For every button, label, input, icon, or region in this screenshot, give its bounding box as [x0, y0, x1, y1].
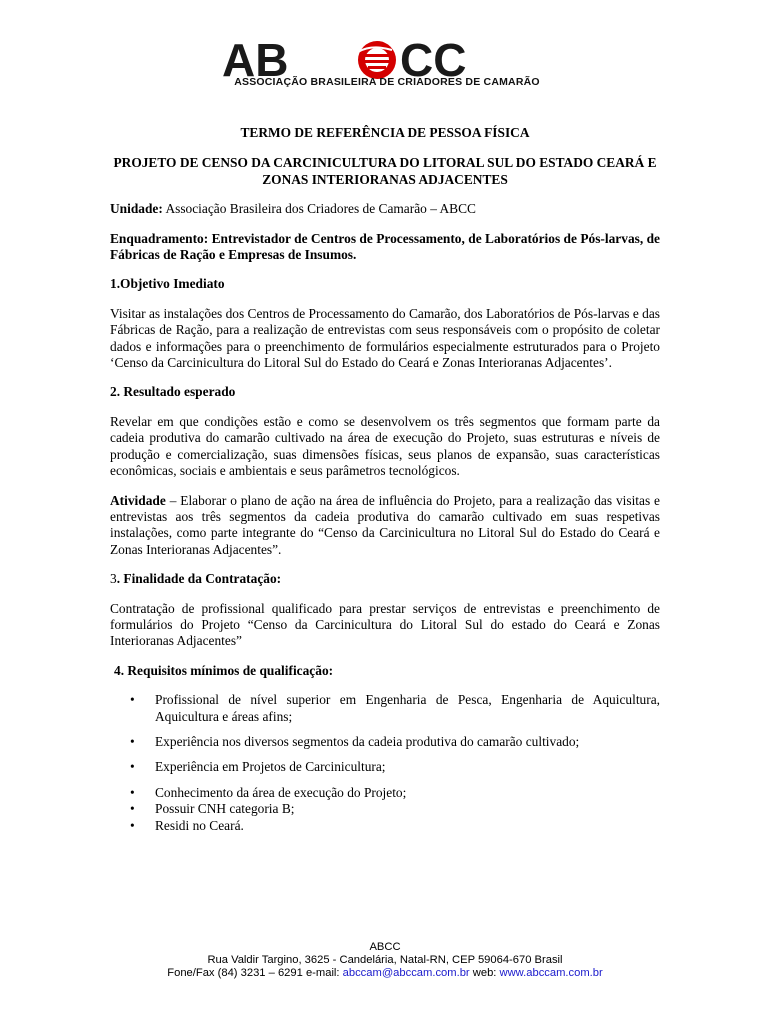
- footer-contact: [0, 967, 770, 980]
- atividade-paragraph: [110, 493, 660, 559]
- section-3-title: [110, 571, 660, 587]
- list-item: • Possuir CNH categoria B;: [110, 801, 660, 817]
- document-body: [110, 125, 660, 834]
- section-2-title: 2. Resultado esperado: [110, 384, 236, 400]
- footer-org: ABCC: [369, 941, 401, 953]
- atividade-label: Atividade: [110, 492, 166, 508]
- list-item: • Profissional de nível superior em Engenharia de Pesca, Engenharia de Aquicultura, Aquicultura e áreas afins;: [110, 692, 660, 725]
- section-4-title: 4. Requisitos mínimos de qualificação:: [114, 662, 334, 678]
- section-3-title-text: . Finalidade da Contratação:: [116, 571, 282, 587]
- abcc-logo: [222, 40, 552, 112]
- footer-address: Rua Valdir Targino, 3625 - Candelária, Natal-RN, CEP 59064-670 Brasil: [207, 954, 563, 966]
- list-item: • Residi no Ceará.: [110, 818, 660, 834]
- requisitos-list: [110, 692, 660, 834]
- abcc-logo-mark: [222, 40, 552, 80]
- atividade-text: – Elaborar o plano de ação na área de influência do Projeto, para a realização das visitas e entrevistas aos três segmentos da cadeia produtiva do camarão cultivado em suas respetivas instalações, como parte integrante do “Censo da Carcinicultura no Litoral Sul do Estado do Ceará e Zonas Interioranas Adjacentes”.: [110, 492, 660, 557]
- footer-phone: Fone/Fax (84) 3231 – 6291 e-mail:: [167, 967, 343, 979]
- unidade-label: Unidade:: [110, 201, 163, 217]
- section-3-number: 3: [110, 571, 117, 587]
- section-3-text: Contratação de profissional qualificado para prestar serviços de entrevistas e preenchimento de formulários do Projeto “Censo da Carcinicultura do Litoral Sul do estado do Ceará e Zonas Interioranas Adjacentes”: [110, 600, 660, 649]
- document-title: TERMO DE REFERÊNCIA DE PESSOA FÍSICA: [240, 125, 530, 140]
- logo-subtitle: ASSOCIAÇÃO BRASILEIRA DE CRIADORES DE CAMARÃO: [234, 76, 540, 88]
- unidade-paragraph: [110, 201, 660, 217]
- logo-letters-cc: CC: [400, 40, 467, 80]
- footer-web-link[interactable]: www.abccam.com.br: [499, 967, 603, 979]
- unidade-text: Associação Brasileira dos Criadores de Camarão – ABCC: [162, 201, 476, 217]
- shrimp-emblem-icon: [358, 41, 396, 79]
- section-1-text: Visitar as instalações dos Centros de Processamento do Camarão, dos Laboratórios de Pós-larvas e das Fábricas de Ração, para a realização de entrevistas com seus responsáveis com o propósito de coletar dados e informações para o preenchimento de formulários especialmente estruturados para o Projeto ‘Censo da Carcinicultura do Litoral Sul do Estado do Ceará e Zonas Interioranas Adjacentes’.: [110, 305, 660, 371]
- list-item: • Experiência nos diversos segmentos da cadeia produtiva do camarão cultivado;: [110, 734, 660, 750]
- enquadramento-paragraph: Enquadramento: Entrevistador de Centros de Processamento, de Laboratórios de Pós-larvas, de Fábricas de Ração e Empresas de Insumos.: [110, 230, 660, 263]
- list-item: • Conhecimento da área de execução do Projeto;: [110, 785, 660, 801]
- logo-letters-ab: AB: [222, 40, 289, 80]
- page-footer: [0, 941, 770, 980]
- section-2-text: Revelar em que condições estão e como se desenvolvem os três segmentos que formam parte da cadeia produtiva do camarão cultivado na área de execução do Projeto, suas estruturas e níveis de produção e comercialização, suas dimensões físicas, seus planos de expansão, suas características econômicas, sociais e ambientais e seus parâmetros tecnológicos.: [110, 413, 660, 479]
- document-subtitle: PROJETO DE CENSO DA CARCINICULTURA DO LITORAL SUL DO ESTADO CEARÁ E ZONAS INTERIORANAS ADJACENTES: [113, 155, 657, 187]
- footer-email-link[interactable]: abccam@abccam.com.br: [342, 967, 470, 979]
- list-item: • Experiência em Projetos de Carcinicultura;: [110, 759, 660, 775]
- footer-web-label: web:: [469, 967, 500, 979]
- section-1-title: 1.Objetivo Imediato: [110, 276, 225, 292]
